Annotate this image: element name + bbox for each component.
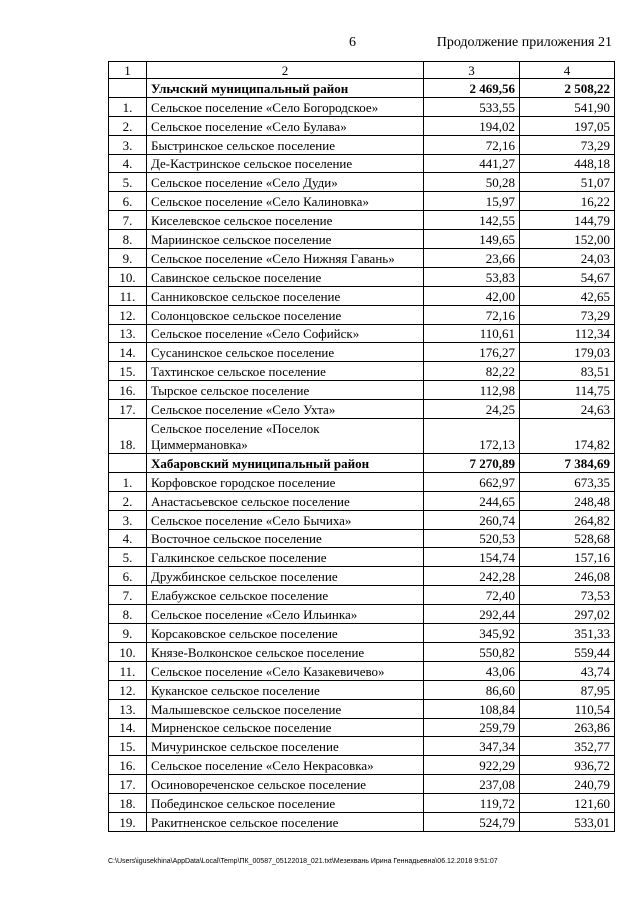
settlement-row — [109, 756, 615, 775]
settlement-row — [109, 305, 615, 324]
value-col4-cell: 240,79 — [520, 775, 615, 794]
value-col4-cell: 152,00 — [520, 230, 615, 249]
value-col3-cell: 259,79 — [424, 718, 520, 737]
settlement-row — [109, 230, 615, 249]
value-col3-cell: 108,84 — [424, 699, 520, 718]
value-col4-cell: 83,51 — [520, 362, 615, 381]
settlement-row — [109, 267, 615, 286]
value-col4-cell: 73,53 — [520, 586, 615, 605]
settlement-name-cell: Князе-Волконское сельское поселение — [147, 642, 424, 661]
row-number-cell: 17. — [109, 775, 147, 794]
row-number-cell: 19. — [109, 812, 147, 831]
value-col4-cell: 112,34 — [520, 324, 615, 343]
row-number-cell: 10. — [109, 267, 147, 286]
settlement-row — [109, 491, 615, 510]
value-col3-cell: 50,28 — [424, 173, 520, 192]
settlement-name-cell: Сусанинское сельское поселение — [147, 343, 424, 362]
value-col3-cell: 172,13 — [424, 419, 520, 454]
settlement-row — [109, 116, 615, 135]
value-col4-cell: 248,48 — [520, 491, 615, 510]
row-number-cell: 8. — [109, 230, 147, 249]
settlement-row — [109, 699, 615, 718]
settlement-row — [109, 249, 615, 268]
value-col3-cell: 2 469,56 — [424, 79, 520, 98]
settlement-name-cell: Быстринское сельское поселение — [147, 135, 424, 154]
appendix-continuation-note: Продолжение приложения 21 — [436, 35, 612, 50]
settlement-name-cell: Мариинское сельское поселение — [147, 230, 424, 249]
settlement-row — [109, 737, 615, 756]
value-col3-cell: 119,72 — [424, 794, 520, 813]
row-number-cell: 7. — [109, 586, 147, 605]
value-col3-cell: 244,65 — [424, 491, 520, 510]
settlement-name-cell: Мичуринское сельское поселение — [147, 737, 424, 756]
settlement-name-cell: Сельское поселение «Поселок Циммермановка» — [147, 419, 424, 454]
settlement-row — [109, 775, 615, 794]
value-col3-cell: 524,79 — [424, 812, 520, 831]
row-number-cell — [109, 454, 147, 473]
settlement-row — [109, 362, 615, 381]
file-path-footer: C:\Users\igusekhina\AppData\Local\Temp\ПК_00587_05122018_021.txt\Мезехвань Ирина Геннадьевна\06.12.2018 9:51:07 — [108, 858, 498, 865]
settlement-row — [109, 812, 615, 831]
settlement-name-cell: Осиновореченское сельское поселение — [147, 775, 424, 794]
value-col3-cell: 24,25 — [424, 400, 520, 419]
value-col3-cell: 72,16 — [424, 305, 520, 324]
value-col4-cell: 264,82 — [520, 510, 615, 529]
value-col4-cell: 157,16 — [520, 548, 615, 567]
settlement-row — [109, 605, 615, 624]
row-number-cell: 15. — [109, 737, 147, 756]
row-number-cell: 5. — [109, 173, 147, 192]
value-col4-cell: 351,33 — [520, 624, 615, 643]
value-col3-cell: 142,55 — [424, 211, 520, 230]
row-number-cell: 17. — [109, 400, 147, 419]
value-col3-cell: 112,98 — [424, 381, 520, 400]
row-number-cell: 7. — [109, 211, 147, 230]
value-col3-cell: 242,28 — [424, 567, 520, 586]
value-col4-cell: 51,07 — [520, 173, 615, 192]
value-col4-cell: 54,67 — [520, 267, 615, 286]
value-col3-cell: 53,83 — [424, 267, 520, 286]
value-col4-cell: 528,68 — [520, 529, 615, 548]
settlement-name-cell: Восточное сельское поселение — [147, 529, 424, 548]
settlement-name-cell: Тахтинское сельское поселение — [147, 362, 424, 381]
row-number-cell: 6. — [109, 192, 147, 211]
value-col3-cell: 86,60 — [424, 680, 520, 699]
value-col3-cell: 72,16 — [424, 135, 520, 154]
value-col4-cell: 73,29 — [520, 135, 615, 154]
settlement-row — [109, 324, 615, 343]
value-col3-cell: 520,53 — [424, 529, 520, 548]
settlement-name-cell: Сельское поселение «Село Бычиха» — [147, 510, 424, 529]
settlement-name-cell: Сельское поселение «Село Казакевичево» — [147, 661, 424, 680]
settlement-row — [109, 211, 615, 230]
row-number-cell: 14. — [109, 343, 147, 362]
value-col4-cell: 24,03 — [520, 249, 615, 268]
settlement-row — [109, 135, 615, 154]
settlement-row — [109, 400, 615, 419]
value-col4-cell: 24,63 — [520, 400, 615, 419]
value-col4-cell: 144,79 — [520, 211, 615, 230]
row-number-cell: 10. — [109, 642, 147, 661]
value-col4-cell: 110,54 — [520, 699, 615, 718]
district-total-row — [109, 79, 615, 98]
value-col4-cell: 297,02 — [520, 605, 615, 624]
value-col3-cell: 922,29 — [424, 756, 520, 775]
value-col3-cell: 260,74 — [424, 510, 520, 529]
value-col3-cell: 662,97 — [424, 472, 520, 491]
row-number-cell: 16. — [109, 381, 147, 400]
row-number-cell: 2. — [109, 116, 147, 135]
value-col3-cell: 15,97 — [424, 192, 520, 211]
value-col3-cell: 154,74 — [424, 548, 520, 567]
value-col3-cell: 149,65 — [424, 230, 520, 249]
value-col3-cell: 43,06 — [424, 661, 520, 680]
settlement-name-cell: Сельское поселение «Село Богородское» — [147, 97, 424, 116]
row-number-cell: 8. — [109, 605, 147, 624]
settlement-name-cell: Сельское поселение «Село Софийск» — [147, 324, 424, 343]
settlement-name-cell: Сельское поселение «Село Ухта» — [147, 400, 424, 419]
value-col4-cell: 87,95 — [520, 680, 615, 699]
column-header: 4 — [520, 62, 615, 79]
settlement-name-cell: Мирненское сельское поселение — [147, 718, 424, 737]
value-col3-cell: 441,27 — [424, 154, 520, 173]
value-col3-cell: 110,61 — [424, 324, 520, 343]
row-number-cell: 9. — [109, 249, 147, 268]
value-col4-cell: 43,74 — [520, 661, 615, 680]
table-body — [109, 62, 615, 832]
value-col4-cell: 673,35 — [520, 472, 615, 491]
value-col3-cell: 292,44 — [424, 605, 520, 624]
row-number-cell: 11. — [109, 661, 147, 680]
value-col4-cell: 179,03 — [520, 343, 615, 362]
settlement-row — [109, 642, 615, 661]
value-col3-cell: 82,22 — [424, 362, 520, 381]
value-col4-cell: 541,90 — [520, 97, 615, 116]
settlement-name-cell: Киселевское сельское поселение — [147, 211, 424, 230]
settlement-row — [109, 472, 615, 491]
settlement-row — [109, 419, 615, 454]
row-number-cell: 18. — [109, 794, 147, 813]
value-col4-cell: 121,60 — [520, 794, 615, 813]
row-number-cell: 11. — [109, 286, 147, 305]
settlement-name-cell: Сельское поселение «Село Некрасовка» — [147, 756, 424, 775]
value-col4-cell: 42,65 — [520, 286, 615, 305]
settlement-name-cell: Сельское поселение «Село Дуди» — [147, 173, 424, 192]
settlement-row — [109, 586, 615, 605]
row-number-cell: 13. — [109, 699, 147, 718]
budget-allocation-table — [108, 61, 615, 832]
settlement-row — [109, 154, 615, 173]
column-number-row — [109, 62, 615, 79]
settlement-row — [109, 510, 615, 529]
row-number-cell: 4. — [109, 154, 147, 173]
row-number-cell: 14. — [109, 718, 147, 737]
settlement-row — [109, 680, 615, 699]
row-number-cell: 16. — [109, 756, 147, 775]
settlement-row — [109, 624, 615, 643]
column-header: 3 — [424, 62, 520, 79]
row-number-cell: 18. — [109, 419, 147, 454]
value-col4-cell: 114,75 — [520, 381, 615, 400]
row-number-cell: 5. — [109, 548, 147, 567]
value-col3-cell: 23,66 — [424, 249, 520, 268]
row-number-cell: 1. — [109, 472, 147, 491]
row-number-cell: 9. — [109, 624, 147, 643]
row-number-cell: 3. — [109, 135, 147, 154]
settlement-row — [109, 343, 615, 362]
row-number-cell: 3. — [109, 510, 147, 529]
district-name-cell: Ульчский муниципальный район — [147, 79, 424, 98]
settlement-name-cell: Солонцовское сельское поселение — [147, 305, 424, 324]
settlement-name-cell: Санниковское сельское поселение — [147, 286, 424, 305]
value-col4-cell: 73,29 — [520, 305, 615, 324]
settlement-name-cell: Сельское поселение «Село Нижняя Гавань» — [147, 249, 424, 268]
value-col4-cell: 197,05 — [520, 116, 615, 135]
value-col3-cell: 176,27 — [424, 343, 520, 362]
column-header: 2 — [147, 62, 424, 79]
row-number-cell — [109, 79, 147, 98]
value-col4-cell: 936,72 — [520, 756, 615, 775]
value-col4-cell: 174,82 — [520, 419, 615, 454]
settlement-row — [109, 192, 615, 211]
row-number-cell: 2. — [109, 491, 147, 510]
settlement-name-cell: Ракитненское сельское поселение — [147, 812, 424, 831]
value-col3-cell: 347,34 — [424, 737, 520, 756]
row-number-cell: 15. — [109, 362, 147, 381]
row-number-cell: 12. — [109, 305, 147, 324]
settlement-row — [109, 97, 615, 116]
settlement-row — [109, 529, 615, 548]
value-col4-cell: 559,44 — [520, 642, 615, 661]
settlement-row — [109, 661, 615, 680]
settlement-name-cell: Тырское сельское поселение — [147, 381, 424, 400]
settlement-name-cell: Побединское сельское поселение — [147, 794, 424, 813]
settlement-name-cell: Елабужское сельское поселение — [147, 586, 424, 605]
value-col3-cell: 7 270,89 — [424, 454, 520, 473]
value-col3-cell: 72,40 — [424, 586, 520, 605]
value-col4-cell: 263,86 — [520, 718, 615, 737]
settlement-name-cell: Сельское поселение «Село Калиновка» — [147, 192, 424, 211]
settlement-name-cell: Сельское поселение «Село Булава» — [147, 116, 424, 135]
settlement-name-cell: Сельское поселение «Село Ильинка» — [147, 605, 424, 624]
settlement-row — [109, 381, 615, 400]
settlement-row — [109, 794, 615, 813]
settlement-name-cell: Куканское сельское поселение — [147, 680, 424, 699]
value-col4-cell: 2 508,22 — [520, 79, 615, 98]
value-col4-cell: 16,22 — [520, 192, 615, 211]
settlement-name-cell: Де-Кастринское сельское поселение — [147, 154, 424, 173]
row-number-cell: 4. — [109, 529, 147, 548]
value-col4-cell: 352,77 — [520, 737, 615, 756]
row-number-cell: 12. — [109, 680, 147, 699]
settlement-name-cell: Галкинское сельское поселение — [147, 548, 424, 567]
value-col3-cell: 533,55 — [424, 97, 520, 116]
value-col4-cell: 448,18 — [520, 154, 615, 173]
district-name-cell: Хабаровский муниципальный район — [147, 454, 424, 473]
row-number-cell: 6. — [109, 567, 147, 586]
settlement-name-cell: Корсаковское сельское поселение — [147, 624, 424, 643]
row-number-cell: 13. — [109, 324, 147, 343]
column-header: 1 — [109, 62, 147, 79]
value-col3-cell: 345,92 — [424, 624, 520, 643]
settlement-row — [109, 286, 615, 305]
settlement-name-cell: Малышевское сельское поселение — [147, 699, 424, 718]
settlement-row — [109, 567, 615, 586]
settlement-name-cell: Корфовское городское поселение — [147, 472, 424, 491]
value-col4-cell: 246,08 — [520, 567, 615, 586]
settlement-name-cell: Дружбинское сельское поселение — [147, 567, 424, 586]
settlement-name-cell: Савинское сельское поселение — [147, 267, 424, 286]
settlement-name-cell: Анастасьевское сельское поселение — [147, 491, 424, 510]
value-col3-cell: 550,82 — [424, 642, 520, 661]
settlement-row — [109, 548, 615, 567]
settlement-row — [109, 173, 615, 192]
district-total-row — [109, 454, 615, 473]
settlement-row — [109, 718, 615, 737]
page-number: 6 — [349, 35, 356, 50]
value-col4-cell: 533,01 — [520, 812, 615, 831]
row-number-cell: 1. — [109, 97, 147, 116]
value-col3-cell: 194,02 — [424, 116, 520, 135]
value-col3-cell: 42,00 — [424, 286, 520, 305]
value-col3-cell: 237,08 — [424, 775, 520, 794]
value-col4-cell: 7 384,69 — [520, 454, 615, 473]
